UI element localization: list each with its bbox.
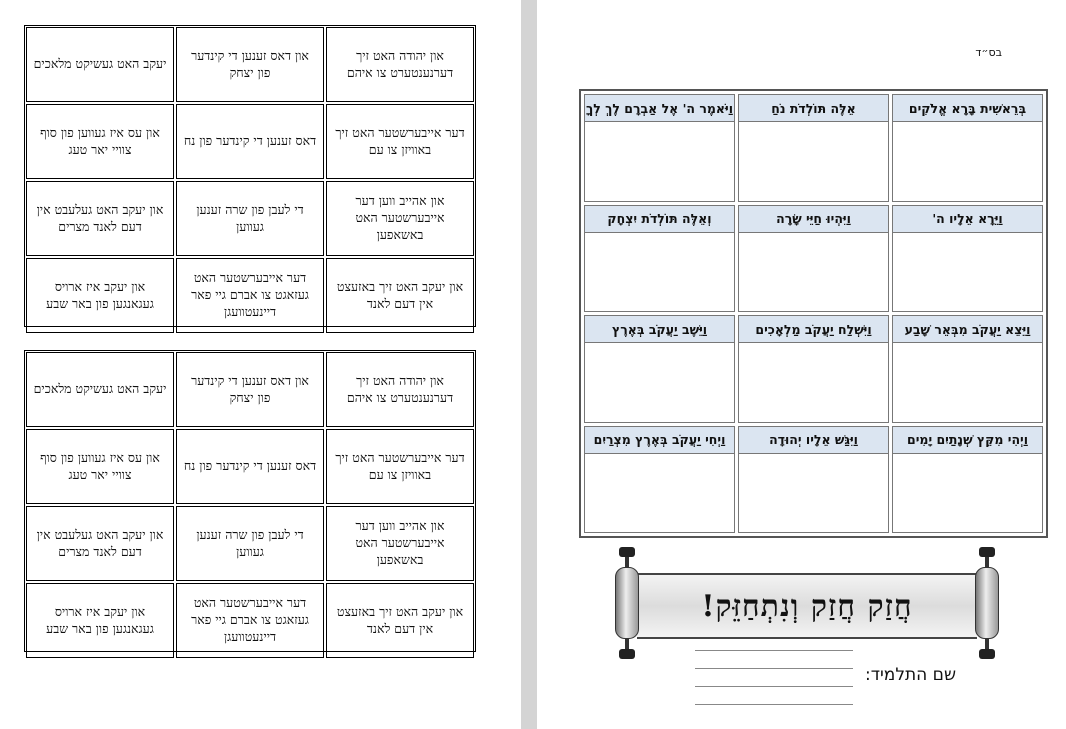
parsha-cell: [892, 315, 1043, 423]
card: און עס איז געווען פון סוף צוויי יאר טעג: [26, 429, 174, 504]
parsha-header: וַיְחִי יַעֲקֹב בְּאֶרֶץ מִצְרַיִם: [585, 427, 734, 454]
card: דאס זענען די קינדער פון נח: [176, 429, 324, 504]
card: און עס איז געווען פון סוף צוויי יאר טעג: [26, 104, 174, 179]
card: און יעקב האט זיך באזעצט אין דעם לאנד: [326, 583, 474, 658]
parsha-answer-box[interactable]: [893, 343, 1042, 422]
card: דער אייבערשטער האט געזאגט צו אברם גיי פאר דיינעטוועגן: [176, 258, 324, 333]
parsha-table: [579, 89, 1048, 538]
parsha-header: וַיֵּצֵא יַעֲקֹב מִבְּאֵר שָׁבַע: [893, 316, 1042, 343]
parsha-header: וְאֵלֶּה תּוֹלְדֹת יִצְחָק: [585, 206, 734, 233]
parsha-cell: [892, 94, 1043, 202]
parsha-header: וַיֵּרָא אֵלָיו ה': [893, 206, 1042, 233]
card: און יעקב האט געלעבט אין דעם לאנד מצרים: [26, 181, 174, 256]
parsha-answer-box[interactable]: [893, 122, 1042, 201]
scroll-handle-icon: [615, 547, 639, 659]
parsha-answer-box[interactable]: [739, 343, 888, 422]
parsha-cell: [584, 315, 735, 423]
card: און יהודה האט זיך דערנענטערט צו איהם: [326, 352, 474, 427]
parsha-header: וַיִּגַּשׁ אֵלָיו יְהוּדָה: [739, 427, 888, 454]
card: און יעקב איז ארויס געגאנגען פון באר שבע: [26, 258, 174, 333]
name-line[interactable]: [695, 650, 853, 651]
page-gutter: [521, 0, 537, 729]
parsha-cell: [584, 426, 735, 534]
parsha-answer-box[interactable]: [739, 233, 888, 312]
card: און אהייב ווען דער אייבערשטער האט באשאפען: [326, 181, 474, 256]
parsha-answer-box[interactable]: [585, 454, 734, 533]
parsha-header: אֵלֶּה תּוֹלְדֹת נֹחַ: [739, 95, 888, 122]
card-grid-bottom: [24, 350, 476, 652]
right-page: [537, 0, 1066, 729]
card: דאס זענען די קינדער פון נח: [176, 104, 324, 179]
parsha-header: וַיֹּאמֶר ה' אֶל אַבְרָם לֶךְ לְךָ: [585, 95, 734, 122]
parsha-cell: [584, 94, 735, 202]
card: און דאס זענען די קינדער פון יצחק: [176, 27, 324, 102]
parsha-header: וַיֵּשֶׁב יַעֲקֹב בְּאֶרֶץ: [585, 316, 734, 343]
parsha-header: בְּרֵאשִׁית בָּרָא אֱלֹקִים: [893, 95, 1042, 122]
card: יעקב האט געשיקט מלאכים: [26, 352, 174, 427]
parsha-answer-box[interactable]: [585, 343, 734, 422]
card-grid-top: [24, 25, 476, 327]
name-line[interactable]: [695, 668, 853, 669]
card: יעקב האט געשיקט מלאכים: [26, 27, 174, 102]
parsha-answer-box[interactable]: [739, 122, 888, 201]
parsha-header: וַיְהִי מִקֵּץ שְׁנָתַיִם יָמִים: [893, 427, 1042, 454]
card: און יעקב האט געלעבט אין דעם לאנד מצרים: [26, 506, 174, 581]
parsha-cell: [738, 205, 889, 313]
parsha-cell: [892, 205, 1043, 313]
torah-scroll-banner: [615, 547, 999, 659]
card: און יעקב האט זיך באזעצט אין דעם לאנד: [326, 258, 474, 333]
card: דער אייבערשטער האט זיך באוויזן צו עם: [326, 429, 474, 504]
parsha-header: וַיִּשְׁלַח יַעֲקֹב מַלְאָכִים: [739, 316, 888, 343]
card: און דאס זענען די קינדער פון יצחק: [176, 352, 324, 427]
scroll-handle-icon: [975, 547, 999, 659]
bsd-header: בס״ד: [975, 46, 1002, 59]
parsha-answer-box[interactable]: [585, 233, 734, 312]
name-line[interactable]: [695, 704, 853, 705]
name-line[interactable]: [695, 686, 853, 687]
card: דער אייבערשטער האט זיך באוויזן צו עם: [326, 104, 474, 179]
student-name-label: שם התלמיד:: [864, 665, 956, 685]
card: און אהייב ווען דער אייבערשטער האט באשאפען: [326, 506, 474, 581]
left-page: [0, 0, 521, 729]
card: די לעבן פון שרה זענען געווען: [176, 506, 324, 581]
parsha-answer-box[interactable]: [739, 454, 888, 533]
parsha-header: וַיִּהְיוּ חַיֵּי שָׂרָה: [739, 206, 888, 233]
card: די לעבן פון שרה זענען געווען: [176, 181, 324, 256]
parsha-cell: [738, 315, 889, 423]
card: און יעקב איז ארויס געגאנגען פון באר שבע: [26, 583, 174, 658]
parsha-answer-box[interactable]: [585, 122, 734, 201]
card: דער אייבערשטער האט געזאגט צו אברם גיי פאר דיינעטוועגן: [176, 583, 324, 658]
parsha-cell: [892, 426, 1043, 534]
parsha-answer-box[interactable]: [893, 454, 1042, 533]
parsha-answer-box[interactable]: [893, 233, 1042, 312]
chazak-text: חֲזַק חֲזַק וְנִתְחַזֵּק!: [701, 588, 913, 624]
parsha-cell: [738, 426, 889, 534]
parsha-cell: [584, 205, 735, 313]
scroll-parchment: [637, 573, 977, 639]
card: און יהודה האט זיך דערנענטערט צו איהם: [326, 27, 474, 102]
parsha-cell: [738, 94, 889, 202]
